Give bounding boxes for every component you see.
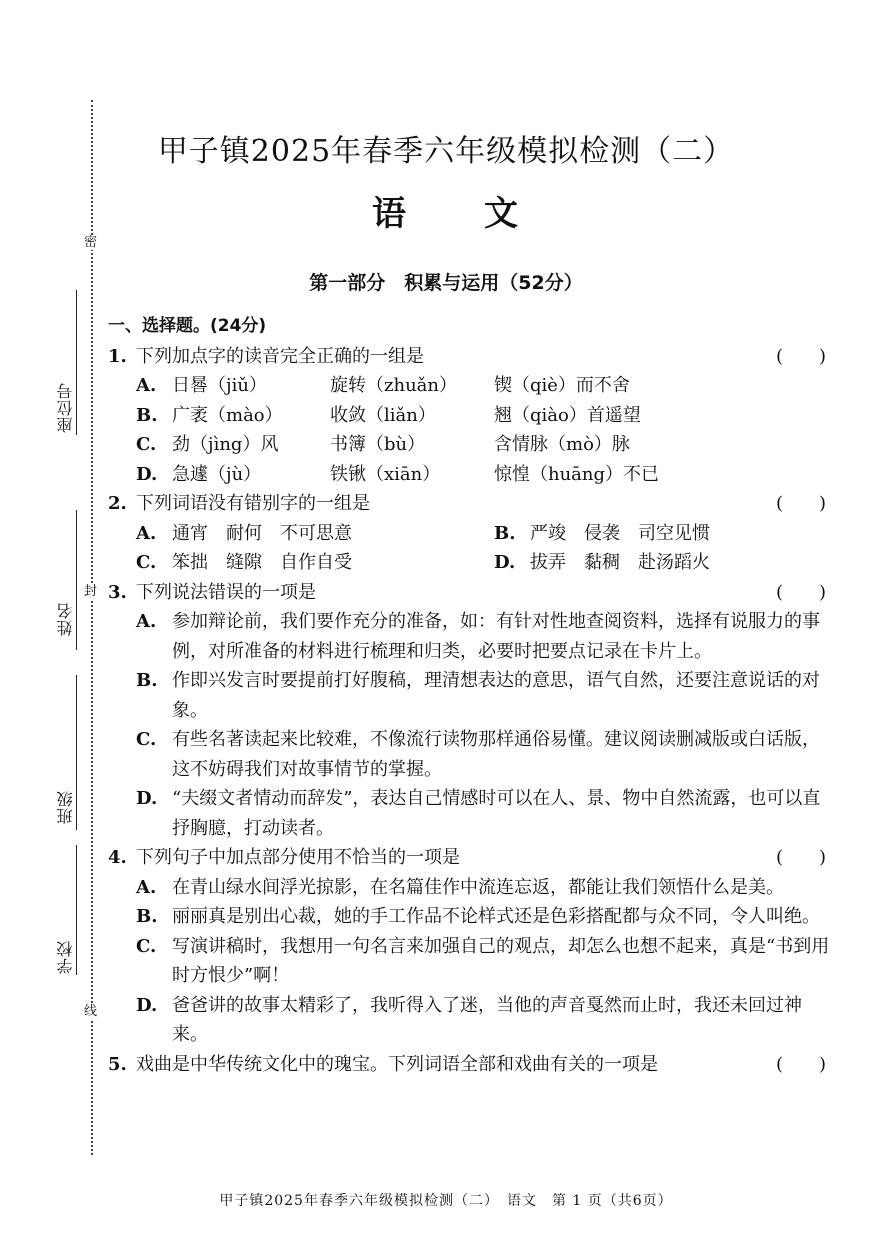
option-label: B. <box>494 522 516 544</box>
question-stem: 下列说法错误的一项是 <box>136 581 316 603</box>
option-label: D. <box>136 463 158 485</box>
page-footer: 甲子镇2025年春季六年级模拟检测（二） 语文 第 1 页（共6页） <box>219 1193 673 1209</box>
question-stem: 下列句子中加点部分使用不恰当的一项是 <box>136 847 460 868</box>
subject-char: 语 <box>372 194 408 234</box>
option-text: 在青山绿水间浮光掠影，在名篇佳作中流连忘返，都能让我们领悟什么是美。 <box>172 876 784 898</box>
name-field[interactable] <box>76 510 77 650</box>
name-label: 姓名 <box>56 602 75 636</box>
option-label: A. <box>136 876 157 898</box>
option-item <box>494 548 832 578</box>
answer-blank[interactable]: ( ) <box>775 1053 826 1075</box>
option-label: A. <box>136 375 157 396</box>
seal-dotted-line <box>91 100 93 1155</box>
option-label: D. <box>136 788 158 809</box>
option-text: 有些名著读起来比较难，不像流行读物那样通俗易懂。建议阅读删减版或白话版，这不妨碍我们对故事情节的掌握。 <box>172 729 820 780</box>
question-3 <box>108 578 832 608</box>
part-title: 第一部分 积累与运用（52分） <box>309 272 583 294</box>
question-stem: 戏曲是中华传统文化中的瑰宝。下列词语全部和戏曲有关的一项是 <box>136 1053 658 1075</box>
option-label: A. <box>136 611 157 632</box>
seat-number-label: 座位号 <box>56 382 75 433</box>
option-item: 翘（qiào）首遥望 <box>494 404 641 426</box>
option-item: 急遽（jù） <box>172 463 262 485</box>
class-label: 班级 <box>56 790 75 824</box>
question-area <box>108 312 832 1079</box>
option-text: 作即兴发言时要提前打好腹稿，理清想表达的意思，语气自然，还要注意说话的对象。 <box>172 670 820 721</box>
option-text: 拔弄 黏稠 赴汤蹈火 <box>530 552 710 573</box>
section-heading: 一、选择题。(24分) <box>108 316 267 336</box>
option-text: “夫缀文者情动而辞发”，表达自己情感时可以在人、景、物中自然流露，也可以直抒胸臆，打动读者。 <box>172 788 821 839</box>
option-text: 丽丽真是别出心裁，她的手工作品不论样式还是色彩搭配都与众不同，令人叫绝。 <box>172 906 820 927</box>
option-paragraph <box>136 784 832 843</box>
option-paragraph <box>136 873 832 903</box>
option-item <box>136 519 494 549</box>
question-number: 3. <box>108 581 127 603</box>
seal-word-mi: 密 <box>84 235 98 250</box>
question-number: 5. <box>108 1053 127 1075</box>
option-item: 收敛（liǎn） <box>330 404 436 426</box>
question-1 <box>108 342 832 372</box>
option-item <box>136 548 494 578</box>
subject-title <box>0 186 892 235</box>
option-item: 惊惶（huāng）不已 <box>494 463 660 485</box>
question-number: 4. <box>108 847 127 868</box>
option-label: D. <box>136 994 158 1016</box>
question-stem: 下列加点字的读音完全正确的一组是 <box>136 345 424 367</box>
option-row <box>136 519 832 549</box>
option-label: A. <box>136 522 157 544</box>
option-item: 旋转（zhuǎn） <box>330 375 457 396</box>
option-item: 劲（jìng）风 <box>172 434 279 455</box>
option-row <box>136 401 832 431</box>
option-text: 严竣 侵袭 司空见惯 <box>530 522 710 544</box>
option-label: D. <box>494 552 516 573</box>
option-label: B. <box>136 404 158 426</box>
exam-title: 甲子镇2025年春季六年级模拟检测（二） <box>157 134 735 169</box>
answer-blank[interactable]: ( ) <box>775 493 826 514</box>
question-5 <box>108 1050 832 1080</box>
answer-blank[interactable]: ( ) <box>775 581 826 603</box>
option-row <box>136 371 832 401</box>
question-2 <box>108 489 832 519</box>
question-stem: 下列词语没有错别字的一组是 <box>136 493 370 514</box>
option-text: 参加辩论前，我们要作充分的准备，如：有针对性地查阅资料，选择有说服力的事例，对所准备的材料进行梳理和归类，必要时把要点记录在卡片上。 <box>172 611 820 662</box>
option-item: 锲（qiè）而不舍 <box>494 375 630 396</box>
option-paragraph <box>136 902 832 932</box>
option-paragraph <box>136 666 832 725</box>
option-row <box>136 430 832 460</box>
question-number: 2. <box>108 493 127 514</box>
option-item: 日晷（jiǔ） <box>172 375 267 396</box>
option-paragraph <box>136 607 832 666</box>
school-field[interactable] <box>76 845 77 975</box>
option-text: 爸爸讲的故事太精彩了，我听得入了迷，当他的声音戛然而止时，我还未回过神来。 <box>172 994 802 1045</box>
question-4 <box>108 843 832 873</box>
option-paragraph <box>136 932 832 991</box>
option-item: 广袤（mào） <box>172 404 283 426</box>
option-text: 写演讲稿时，我想用一句名言来加强自己的观点，却怎么也想不起来，真是“书到用时方恨少”啊！ <box>172 935 830 986</box>
seat-number-field[interactable] <box>76 290 77 435</box>
answer-blank[interactable]: ( ) <box>775 345 826 367</box>
option-label: C. <box>136 729 157 750</box>
answer-blank[interactable]: ( ) <box>775 847 826 868</box>
school-label: 学校 <box>56 940 75 974</box>
q1-options <box>108 371 832 489</box>
option-item: 铁锹（xiān） <box>330 463 441 485</box>
option-label: C. <box>136 552 157 573</box>
option-label: C. <box>136 434 157 455</box>
q2-options <box>108 519 832 578</box>
option-text: 笨拙 缝隙 自作自受 <box>172 552 352 573</box>
seal-word-xian: 线 <box>84 1004 98 1019</box>
subject-char: 文 <box>484 194 520 234</box>
option-item <box>494 519 832 549</box>
option-row <box>136 460 832 490</box>
option-item: 含情脉（mò）脉 <box>494 434 630 455</box>
option-paragraph <box>136 991 832 1050</box>
option-item: 书簿（bù） <box>330 434 426 455</box>
option-text: 通宵 耐何 不可思意 <box>172 522 352 544</box>
q3-options <box>108 607 832 843</box>
option-label: B. <box>136 906 158 927</box>
option-paragraph <box>136 725 832 784</box>
option-row <box>136 548 832 578</box>
seal-word-feng: 封 <box>84 584 98 599</box>
option-label: B. <box>136 670 158 691</box>
class-field[interactable] <box>76 675 77 830</box>
option-label: C. <box>136 935 157 957</box>
question-number: 1. <box>108 345 127 367</box>
q4-options <box>108 873 832 1050</box>
